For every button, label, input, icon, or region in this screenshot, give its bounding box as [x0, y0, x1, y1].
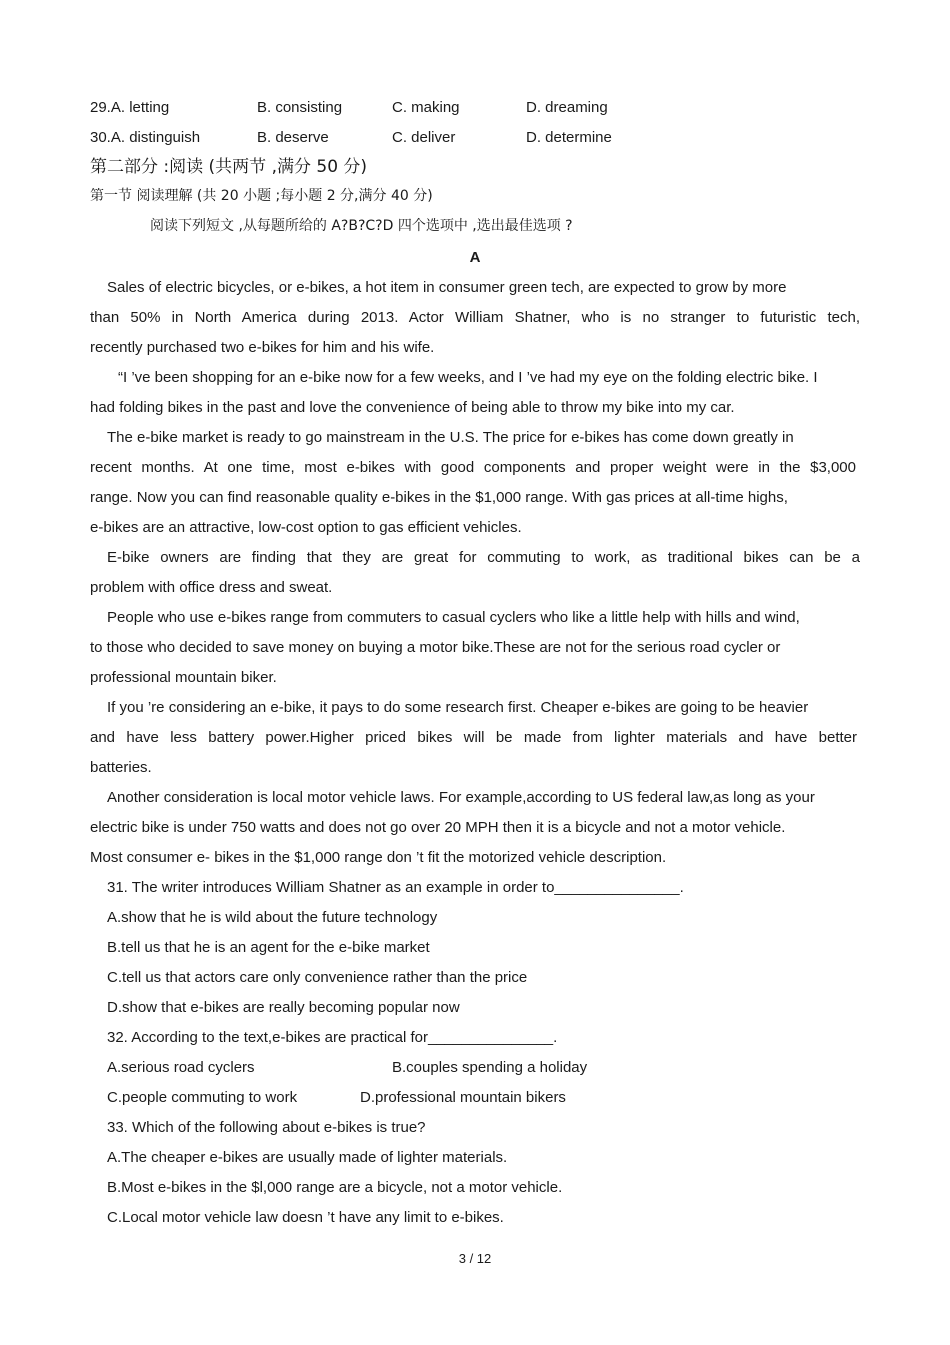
- passage-line: If you ’re considering an e-bike, it pays to do some research first. Cheaper e-bikes are going to be heavier: [107, 699, 809, 716]
- q29-option-b: B. consisting: [257, 99, 343, 116]
- q32-option-d: D.professional mountain bikers: [360, 1089, 566, 1106]
- passage-line: Another consideration is local motor vehicle laws. For example,according to US federal law,as long as your: [107, 789, 815, 806]
- q30-option-c: C. deliver: [392, 129, 456, 146]
- q29-option-c: C. making: [392, 99, 460, 116]
- q32-option-c: C.people commuting to work: [107, 1089, 298, 1106]
- passage-line: and have less battery power.Higher priced bikes will be made from lighter materials and have better: [90, 729, 857, 746]
- q32-option-b: B.couples spending a holiday: [392, 1059, 588, 1076]
- passage-label: A: [469, 249, 481, 266]
- passage-line: People who use e-bikes range from commuters to casual cyclers who like a little help with hills and wind,: [107, 609, 800, 626]
- q30-option-a: 30.A. distinguish: [90, 129, 201, 146]
- passage-line: professional mountain biker.: [90, 669, 277, 686]
- passage-line: to those who decided to save money on buying a motor bike.These are not for the serious road cycler or: [90, 639, 781, 656]
- passage-line: range. Now you can find reasonable quality e-bikes in the $1,000 range. With gas prices at all-time highs,: [90, 489, 788, 506]
- q29-option-a: 29.A. letting: [90, 99, 170, 116]
- q31-option-d: D.show that e-bikes are really becoming popular now: [107, 999, 460, 1016]
- passage-line: batteries.: [90, 759, 152, 776]
- q31-option-b: B.tell us that he is an agent for the e-bike market: [107, 939, 430, 956]
- q31-option-c: C.tell us that actors care only convenience rather than the price: [107, 969, 528, 986]
- q31-stem: 31. The writer introduces William Shatner as an example in order to_______________.: [107, 879, 684, 896]
- passage-line: e-bikes are an attractive, low-cost option to gas efficient vehicles.: [90, 519, 522, 536]
- passage-line: Most consumer e- bikes in the $1,000 range don ’t fit the motorized vehicle description.: [90, 849, 667, 866]
- q30-option-d: D. determine: [526, 129, 612, 146]
- part2-title: 第二部分 :阅读 (共两节 ,满分 50 分): [90, 157, 368, 177]
- passage-line: electric bike is under 750 watts and does not go over 20 MPH then it is a bicycle and not a motor vehicle.: [90, 819, 786, 836]
- q33-stem: 33. Which of the following about e-bikes is true?: [107, 1119, 426, 1136]
- q30-option-b: B. deserve: [257, 129, 329, 146]
- passage-line: The e-bike market is ready to go mainstream in the U.S. The price for e-bikes has come down greatly in: [107, 429, 794, 446]
- q32-stem: 32. According to the text,e-bikes are practical for_______________.: [107, 1029, 558, 1046]
- passage-line: recent months. At one time, most e-bikes with good components and proper weight were in the $3,000: [90, 459, 856, 476]
- passage-line: than 50% in North America during 2013. Actor William Shatner, who is no stranger to futuristic tech,: [90, 309, 860, 326]
- page-number: 3 / 12: [458, 1251, 492, 1266]
- passage-line: Sales of electric bicycles, or e-bikes, a hot item in consumer green tech, are expected to grow by more: [107, 279, 787, 296]
- passage-line: E-bike owners are finding that they are great for commuting to work, as traditional bikes can be a: [107, 549, 860, 566]
- passage-line: problem with office dress and sweat.: [90, 579, 333, 596]
- q31-option-a: A.show that he is wild about the future technology: [107, 909, 438, 926]
- q33-option-c: C.Local motor vehicle law doesn ’t have any limit to e-bikes.: [107, 1209, 504, 1226]
- passage-line: had folding bikes in the past and love the convenience of being able to throw my bike into my car.: [90, 399, 735, 416]
- q33-option-b: B.Most e-bikes in the $l,000 range are a bicycle, not a motor vehicle.: [107, 1179, 563, 1196]
- q33-option-a: A.The cheaper e-bikes are usually made of lighter materials.: [107, 1149, 508, 1166]
- instructions: 阅读下列短文 ,从每题所给的 A?B?C?D 四个选项中 ,选出最佳选项 ?: [150, 218, 573, 234]
- q32-option-a: A.serious road cyclers: [107, 1059, 255, 1076]
- section1-title: 第一节 阅读理解 (共 20 小题 ;每小题 2 分,满分 40 分): [90, 188, 433, 204]
- passage-line: recently purchased two e-bikes for him and his wife.: [90, 339, 435, 356]
- q29-option-d: D. dreaming: [526, 99, 608, 116]
- passage-line: “I ’ve been shopping for an e-bike now for a few weeks, and I ’ve had my eye on the folding electric bike. I: [118, 369, 818, 386]
